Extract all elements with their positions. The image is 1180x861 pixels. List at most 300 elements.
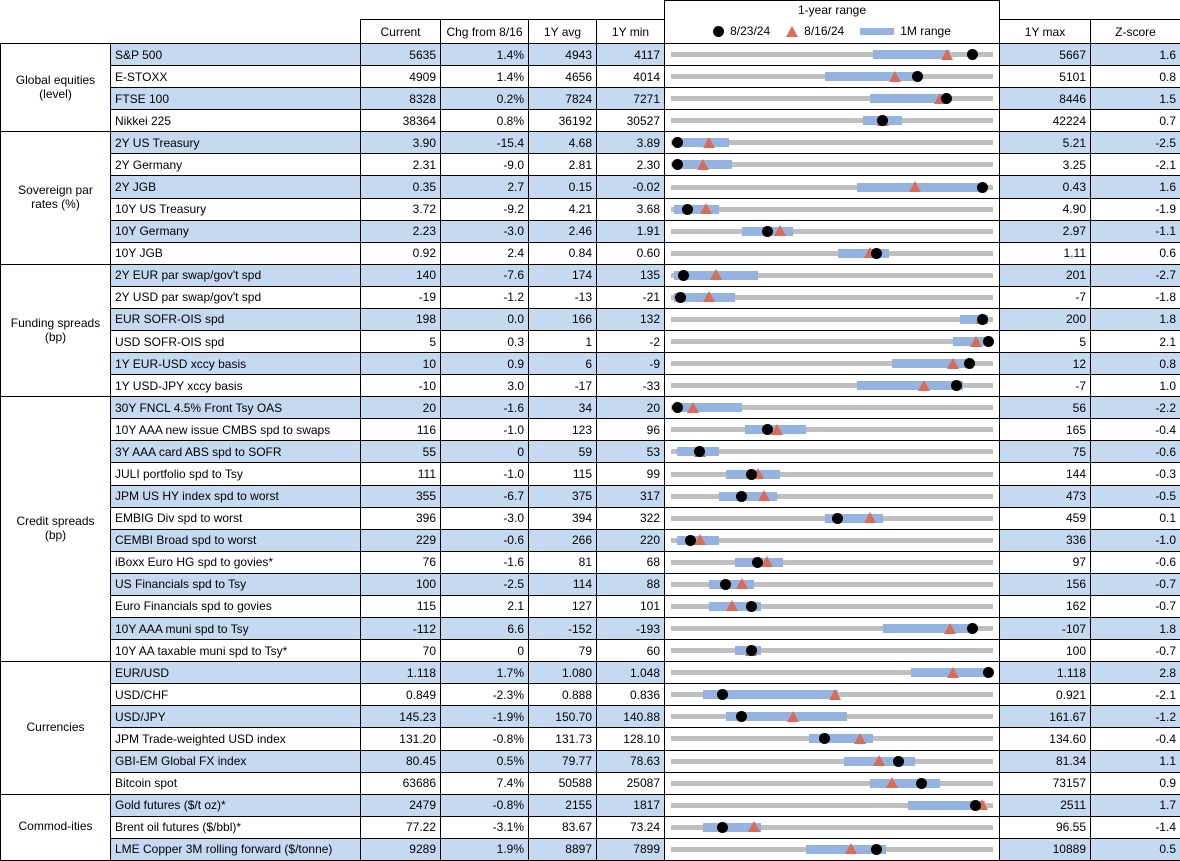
cell-zscore: 0.8 — [1091, 353, 1180, 375]
cell-max: 5.21 — [1000, 132, 1091, 154]
prior-week-marker-icon — [697, 159, 709, 170]
header-zscore: Z-score — [1091, 20, 1180, 44]
cell-current: 8328 — [361, 88, 441, 110]
cell-current: 3.72 — [361, 198, 441, 220]
header-spacer-avg — [529, 1, 597, 20]
cell-avg: 114 — [529, 573, 597, 595]
table-row — [1, 441, 1180, 463]
cell-current: 111 — [361, 463, 441, 485]
range-chart — [665, 110, 1000, 132]
cell-zscore: 1.8 — [1091, 308, 1180, 330]
range-chart — [665, 706, 1000, 728]
row-label: 10Y US Treasury — [111, 198, 361, 220]
cell-avg: 81 — [529, 551, 597, 573]
cell-current: 77.22 — [361, 816, 441, 838]
cell-min: 88 — [597, 573, 665, 595]
cell-min: 2.30 — [597, 154, 665, 176]
cell-zscore: -0.5 — [1091, 485, 1180, 507]
range-chart — [665, 485, 1000, 507]
cell-zscore: -0.4 — [1091, 728, 1180, 750]
cell-current: 0.35 — [361, 176, 441, 198]
cell-min: 68 — [597, 551, 665, 573]
table-body — [1, 44, 1180, 861]
row-label: 10Y AAA new issue CMBS spd to swaps — [111, 419, 361, 441]
range-track — [671, 207, 993, 212]
cell-max: 134.60 — [1000, 728, 1091, 750]
cell-min: 0.836 — [597, 684, 665, 706]
prior-week-marker-icon — [774, 225, 786, 236]
cell-chg: -2.3% — [441, 684, 529, 706]
cell-current: 131.20 — [361, 728, 441, 750]
header-current: Current — [361, 20, 441, 44]
table-row — [1, 529, 1180, 551]
table-row — [1, 573, 1180, 595]
header-row-top — [1, 1, 1180, 20]
cell-max: 12 — [1000, 353, 1091, 375]
cell-avg: 131.73 — [529, 728, 597, 750]
range-chart — [665, 353, 1000, 375]
table-row — [1, 662, 1180, 684]
cell-chg: -7.6 — [441, 264, 529, 286]
cell-zscore: -1.0 — [1091, 529, 1180, 551]
cell-zscore: -0.7 — [1091, 595, 1180, 617]
range-track — [671, 648, 993, 653]
prior-week-marker-icon — [829, 689, 841, 700]
cell-zscore: 0.8 — [1091, 66, 1180, 88]
table-row — [1, 264, 1180, 286]
cell-min: 3.89 — [597, 132, 665, 154]
cell-avg: -152 — [529, 618, 597, 640]
current-marker-icon — [762, 226, 773, 237]
row-label: E-STOXX — [111, 66, 361, 88]
table-row — [1, 595, 1180, 617]
range-chart — [665, 662, 1000, 684]
range-chart — [665, 816, 1000, 838]
cell-chg: 7.4% — [441, 772, 529, 794]
cell-min: 25087 — [597, 772, 665, 794]
range-chart — [665, 176, 1000, 198]
prior-week-marker-icon — [947, 667, 959, 678]
cell-max: 165 — [1000, 419, 1091, 441]
cell-max: 5 — [1000, 331, 1091, 353]
cell-min: 317 — [597, 485, 665, 507]
cell-avg: 394 — [529, 507, 597, 529]
cell-avg: 0.888 — [529, 684, 597, 706]
row-label: LME Copper 3M rolling forward ($/tonne) — [111, 838, 361, 860]
row-label: FTSE 100 — [111, 88, 361, 110]
cell-current: 63686 — [361, 772, 441, 794]
cell-max: 100 — [1000, 640, 1091, 662]
row-label: 2Y JGB — [111, 176, 361, 198]
one-month-range-bar — [892, 359, 972, 368]
cell-zscore: 1.1 — [1091, 750, 1180, 772]
cell-max: 0.43 — [1000, 176, 1091, 198]
one-month-range-bar — [674, 205, 719, 214]
current-marker-icon — [685, 535, 696, 546]
range-track — [671, 560, 993, 565]
cell-zscore: -0.6 — [1091, 551, 1180, 573]
range-track — [671, 251, 993, 256]
cell-min: 3.68 — [597, 198, 665, 220]
cell-zscore: 0.1 — [1091, 507, 1180, 529]
cell-chg: -0.8% — [441, 728, 529, 750]
cell-chg: 1.7% — [441, 662, 529, 684]
group-label-0: Global equities (level) — [1, 44, 111, 132]
row-label: Nikkei 225 — [111, 110, 361, 132]
cell-zscore: -2.1 — [1091, 154, 1180, 176]
range-chart — [665, 154, 1000, 176]
prior-week-marker-icon — [886, 777, 898, 788]
table-row — [1, 88, 1180, 110]
range-chart — [665, 242, 1000, 264]
cell-min: 322 — [597, 507, 665, 529]
range-track — [671, 118, 993, 123]
range-chart — [665, 507, 1000, 529]
row-label: US Financials spd to Tsy — [111, 573, 361, 595]
current-marker-icon — [736, 491, 747, 502]
prior-week-marker-icon — [845, 843, 857, 854]
cell-avg: 115 — [529, 463, 597, 485]
cell-chg: -0.6 — [441, 529, 529, 551]
cell-chg: 2.7 — [441, 176, 529, 198]
row-label: 3Y AAA card ABS spd to SOFR — [111, 441, 361, 463]
current-marker-icon — [871, 844, 882, 855]
cell-min: -0.02 — [597, 176, 665, 198]
table-row — [1, 485, 1180, 507]
table-row — [1, 308, 1180, 330]
row-label: EMBIG Div spd to worst — [111, 507, 361, 529]
header-legend — [665, 20, 1000, 44]
range-chart — [665, 640, 1000, 662]
range-chart — [665, 595, 1000, 617]
row-label: 2Y US Treasury — [111, 132, 361, 154]
prior-week-marker-icon — [687, 402, 699, 413]
cell-min: 73.24 — [597, 816, 665, 838]
cell-max: 162 — [1000, 595, 1091, 617]
row-label: 2Y EUR par swap/gov't spd — [111, 264, 361, 286]
cell-min: -9 — [597, 353, 665, 375]
cell-zscore: 0.5 — [1091, 838, 1180, 860]
cell-max: 0.921 — [1000, 684, 1091, 706]
range-chart — [665, 88, 1000, 110]
cell-zscore: 0.6 — [1091, 242, 1180, 264]
cell-max: 3.25 — [1000, 154, 1091, 176]
one-month-range-bar — [883, 624, 976, 633]
prior-week-marker-icon — [970, 336, 982, 347]
cell-zscore: -0.7 — [1091, 573, 1180, 595]
cell-chg: 0.3 — [441, 331, 529, 353]
range-chart — [665, 463, 1000, 485]
cell-avg: 50588 — [529, 772, 597, 794]
cell-max: 5101 — [1000, 66, 1091, 88]
cell-max: 75 — [1000, 441, 1091, 463]
table-row — [1, 419, 1180, 441]
cell-min: 96 — [597, 419, 665, 441]
current-marker-icon — [720, 579, 731, 590]
prior-week-marker-icon — [864, 512, 876, 523]
cell-min: 101 — [597, 595, 665, 617]
one-month-range-bar — [674, 403, 741, 412]
header-spacer-label — [111, 1, 361, 20]
cell-max: 200 — [1000, 308, 1091, 330]
prior-week-marker-icon — [736, 578, 748, 589]
cell-zscore: 0.7 — [1091, 110, 1180, 132]
cell-avg: 79 — [529, 640, 597, 662]
row-label: EUR/USD — [111, 662, 361, 684]
table-row — [1, 286, 1180, 308]
cell-min: 7271 — [597, 88, 665, 110]
table-row — [1, 198, 1180, 220]
range-chart — [665, 728, 1000, 750]
current-marker-icon — [977, 182, 988, 193]
table-row — [1, 684, 1180, 706]
table-row — [1, 66, 1180, 88]
cell-current: 2.31 — [361, 154, 441, 176]
range-track — [671, 317, 993, 322]
current-marker-icon — [717, 822, 728, 833]
cell-current: 70 — [361, 640, 441, 662]
cell-zscore: 1.6 — [1091, 176, 1180, 198]
row-label: JPM Trade-weighted USD index — [111, 728, 361, 750]
table-row — [1, 772, 1180, 794]
table-row — [1, 728, 1180, 750]
cell-max: 56 — [1000, 397, 1091, 419]
cell-chg: -1.6 — [441, 397, 529, 419]
cell-min: 135 — [597, 264, 665, 286]
cell-min: 4117 — [597, 44, 665, 66]
cell-current: 20 — [361, 397, 441, 419]
cell-chg: -0.8% — [441, 794, 529, 816]
header-label-col — [111, 20, 361, 44]
range-chart — [665, 375, 1000, 397]
cell-avg: 1.080 — [529, 662, 597, 684]
table-row — [1, 507, 1180, 529]
cell-max: 156 — [1000, 573, 1091, 595]
cell-min: 60 — [597, 640, 665, 662]
header-spacer-max — [1000, 1, 1091, 20]
row-label: iBoxx Euro HG spd to govies* — [111, 551, 361, 573]
cell-current: 2.23 — [361, 220, 441, 242]
prior-week-marker-icon — [748, 821, 760, 832]
cell-avg: 2.81 — [529, 154, 597, 176]
cell-chg: 0.9 — [441, 353, 529, 375]
range-chart — [665, 573, 1000, 595]
prior-week-marker-icon — [726, 600, 738, 611]
cell-zscore: -1.1 — [1091, 220, 1180, 242]
cell-max: 96.55 — [1000, 816, 1091, 838]
cell-chg: -1.9% — [441, 706, 529, 728]
current-marker-icon — [916, 778, 927, 789]
row-label: 10Y AA taxable muni spd to Tsy* — [111, 640, 361, 662]
cell-max: 2511 — [1000, 794, 1091, 816]
legend-triangle-icon — [786, 26, 798, 37]
cell-max: 10889 — [1000, 838, 1091, 860]
cell-zscore: 2.1 — [1091, 331, 1180, 353]
cell-avg: 174 — [529, 264, 597, 286]
prior-week-marker-icon — [703, 291, 715, 302]
group-label-5: Commod-ities — [1, 794, 111, 860]
cell-max: 73157 — [1000, 772, 1091, 794]
prior-week-marker-icon — [941, 49, 953, 60]
cell-avg: 0.84 — [529, 242, 597, 264]
cell-chg: 0.5% — [441, 750, 529, 772]
cell-max: 459 — [1000, 507, 1091, 529]
cell-current: 229 — [361, 529, 441, 551]
cell-avg: 266 — [529, 529, 597, 551]
table-row — [1, 132, 1180, 154]
cell-max: 336 — [1000, 529, 1091, 551]
table-row — [1, 375, 1180, 397]
cell-current: 145.23 — [361, 706, 441, 728]
row-label: 1Y USD-JPY xccy basis — [111, 375, 361, 397]
cell-max: 1.11 — [1000, 242, 1091, 264]
range-chart — [665, 264, 1000, 286]
cell-zscore: -2.1 — [1091, 684, 1180, 706]
cell-chg: -6.7 — [441, 485, 529, 507]
cell-current: -10 — [361, 375, 441, 397]
cell-min: 30527 — [597, 110, 665, 132]
table-header — [1, 1, 1180, 44]
cell-chg: 6.6 — [441, 618, 529, 640]
cell-zscore: -1.9 — [1091, 198, 1180, 220]
range-chart — [665, 441, 1000, 463]
table-row — [1, 110, 1180, 132]
current-marker-icon — [746, 469, 757, 480]
row-label: 2Y Germany — [111, 154, 361, 176]
cell-max: 2.97 — [1000, 220, 1091, 242]
row-label: Bitcoin spot — [111, 772, 361, 794]
row-label: JULI portfolio spd to Tsy — [111, 463, 361, 485]
cell-current: 3.90 — [361, 132, 441, 154]
one-month-range-bar — [709, 580, 754, 589]
cell-max: 42224 — [1000, 110, 1091, 132]
header-group-col — [1, 20, 111, 44]
cell-chg: -1.0 — [441, 463, 529, 485]
cell-avg: 83.67 — [529, 816, 597, 838]
row-label: 1Y EUR-USD xccy basis — [111, 353, 361, 375]
table-row — [1, 353, 1180, 375]
current-marker-icon — [964, 358, 975, 369]
table-row — [1, 816, 1180, 838]
prior-week-marker-icon — [703, 137, 715, 148]
range-chart — [665, 66, 1000, 88]
cell-min: 20 — [597, 397, 665, 419]
cell-avg: 166 — [529, 308, 597, 330]
range-track — [671, 427, 993, 432]
header-spacer-current — [361, 1, 441, 20]
cell-chg: -1.6 — [441, 551, 529, 573]
cell-min: 4014 — [597, 66, 665, 88]
row-label: USD/CHF — [111, 684, 361, 706]
cell-min: -33 — [597, 375, 665, 397]
cell-chg: 0.0 — [441, 308, 529, 330]
table-row — [1, 176, 1180, 198]
cell-min: 140.88 — [597, 706, 665, 728]
cell-min: -2 — [597, 331, 665, 353]
cell-current: 9289 — [361, 838, 441, 860]
current-marker-icon — [762, 424, 773, 435]
range-track — [671, 339, 993, 344]
cell-max: 144 — [1000, 463, 1091, 485]
cell-current: 140 — [361, 264, 441, 286]
table-row — [1, 838, 1180, 860]
row-label: Euro Financials spd to govies — [111, 595, 361, 617]
table-row — [1, 220, 1180, 242]
cell-max: 161.67 — [1000, 706, 1091, 728]
cell-avg: 127 — [529, 595, 597, 617]
range-track — [671, 759, 993, 764]
table-row — [1, 551, 1180, 573]
cell-zscore: -1.4 — [1091, 816, 1180, 838]
prior-week-marker-icon — [758, 490, 770, 501]
legend-dot-icon — [713, 26, 724, 37]
cell-current: 80.45 — [361, 750, 441, 772]
cell-max: 473 — [1000, 485, 1091, 507]
cell-max: 201 — [1000, 264, 1091, 286]
cell-min: 7899 — [597, 838, 665, 860]
range-chart — [665, 419, 1000, 441]
cell-min: 78.63 — [597, 750, 665, 772]
range-chart — [665, 529, 1000, 551]
row-label: 2Y USD par swap/gov't spd — [111, 286, 361, 308]
cell-current: 100 — [361, 573, 441, 595]
header-min: 1Y min — [597, 20, 665, 44]
cell-current: 0.92 — [361, 242, 441, 264]
range-chart — [665, 198, 1000, 220]
cell-chg: 1.4% — [441, 66, 529, 88]
cell-chg: -1.2 — [441, 286, 529, 308]
cell-chg: -3.0 — [441, 507, 529, 529]
current-marker-icon — [912, 71, 923, 82]
cell-chg: 1.4% — [441, 44, 529, 66]
current-marker-icon — [983, 336, 994, 347]
current-marker-icon — [675, 292, 686, 303]
cell-current: -19 — [361, 286, 441, 308]
cell-avg: 4656 — [529, 66, 597, 88]
row-label: Brent oil futures ($/bbl)* — [111, 816, 361, 838]
cell-chg: 0 — [441, 640, 529, 662]
cell-zscore: -1.8 — [1091, 286, 1180, 308]
table-row — [1, 154, 1180, 176]
cell-avg: 6 — [529, 353, 597, 375]
header-spacer-min — [597, 1, 665, 20]
range-chart — [665, 794, 1000, 816]
cell-chg: 3.0 — [441, 375, 529, 397]
row-label: USD SOFR-OIS spd — [111, 331, 361, 353]
one-month-range-bar — [857, 183, 985, 192]
cell-current: -112 — [361, 618, 441, 640]
table-row — [1, 397, 1180, 419]
cell-max: 97 — [1000, 551, 1091, 573]
range-track — [671, 449, 993, 454]
group-label-3: Credit spreads (bp) — [1, 397, 111, 662]
current-marker-icon — [941, 93, 952, 104]
prior-week-marker-icon — [918, 380, 930, 391]
cell-avg: 2155 — [529, 794, 597, 816]
cell-current: 5 — [361, 331, 441, 353]
cell-max: -7 — [1000, 286, 1091, 308]
legend-bar-label: 1M range — [900, 24, 951, 39]
cell-max: 1.118 — [1000, 662, 1091, 684]
cell-min: -21 — [597, 286, 665, 308]
range-chart — [665, 308, 1000, 330]
range-chart — [665, 618, 1000, 640]
range-track — [671, 472, 993, 477]
cell-min: 220 — [597, 529, 665, 551]
cell-avg: 34 — [529, 397, 597, 419]
current-marker-icon — [746, 601, 757, 612]
cell-chg: 1.9% — [441, 838, 529, 860]
